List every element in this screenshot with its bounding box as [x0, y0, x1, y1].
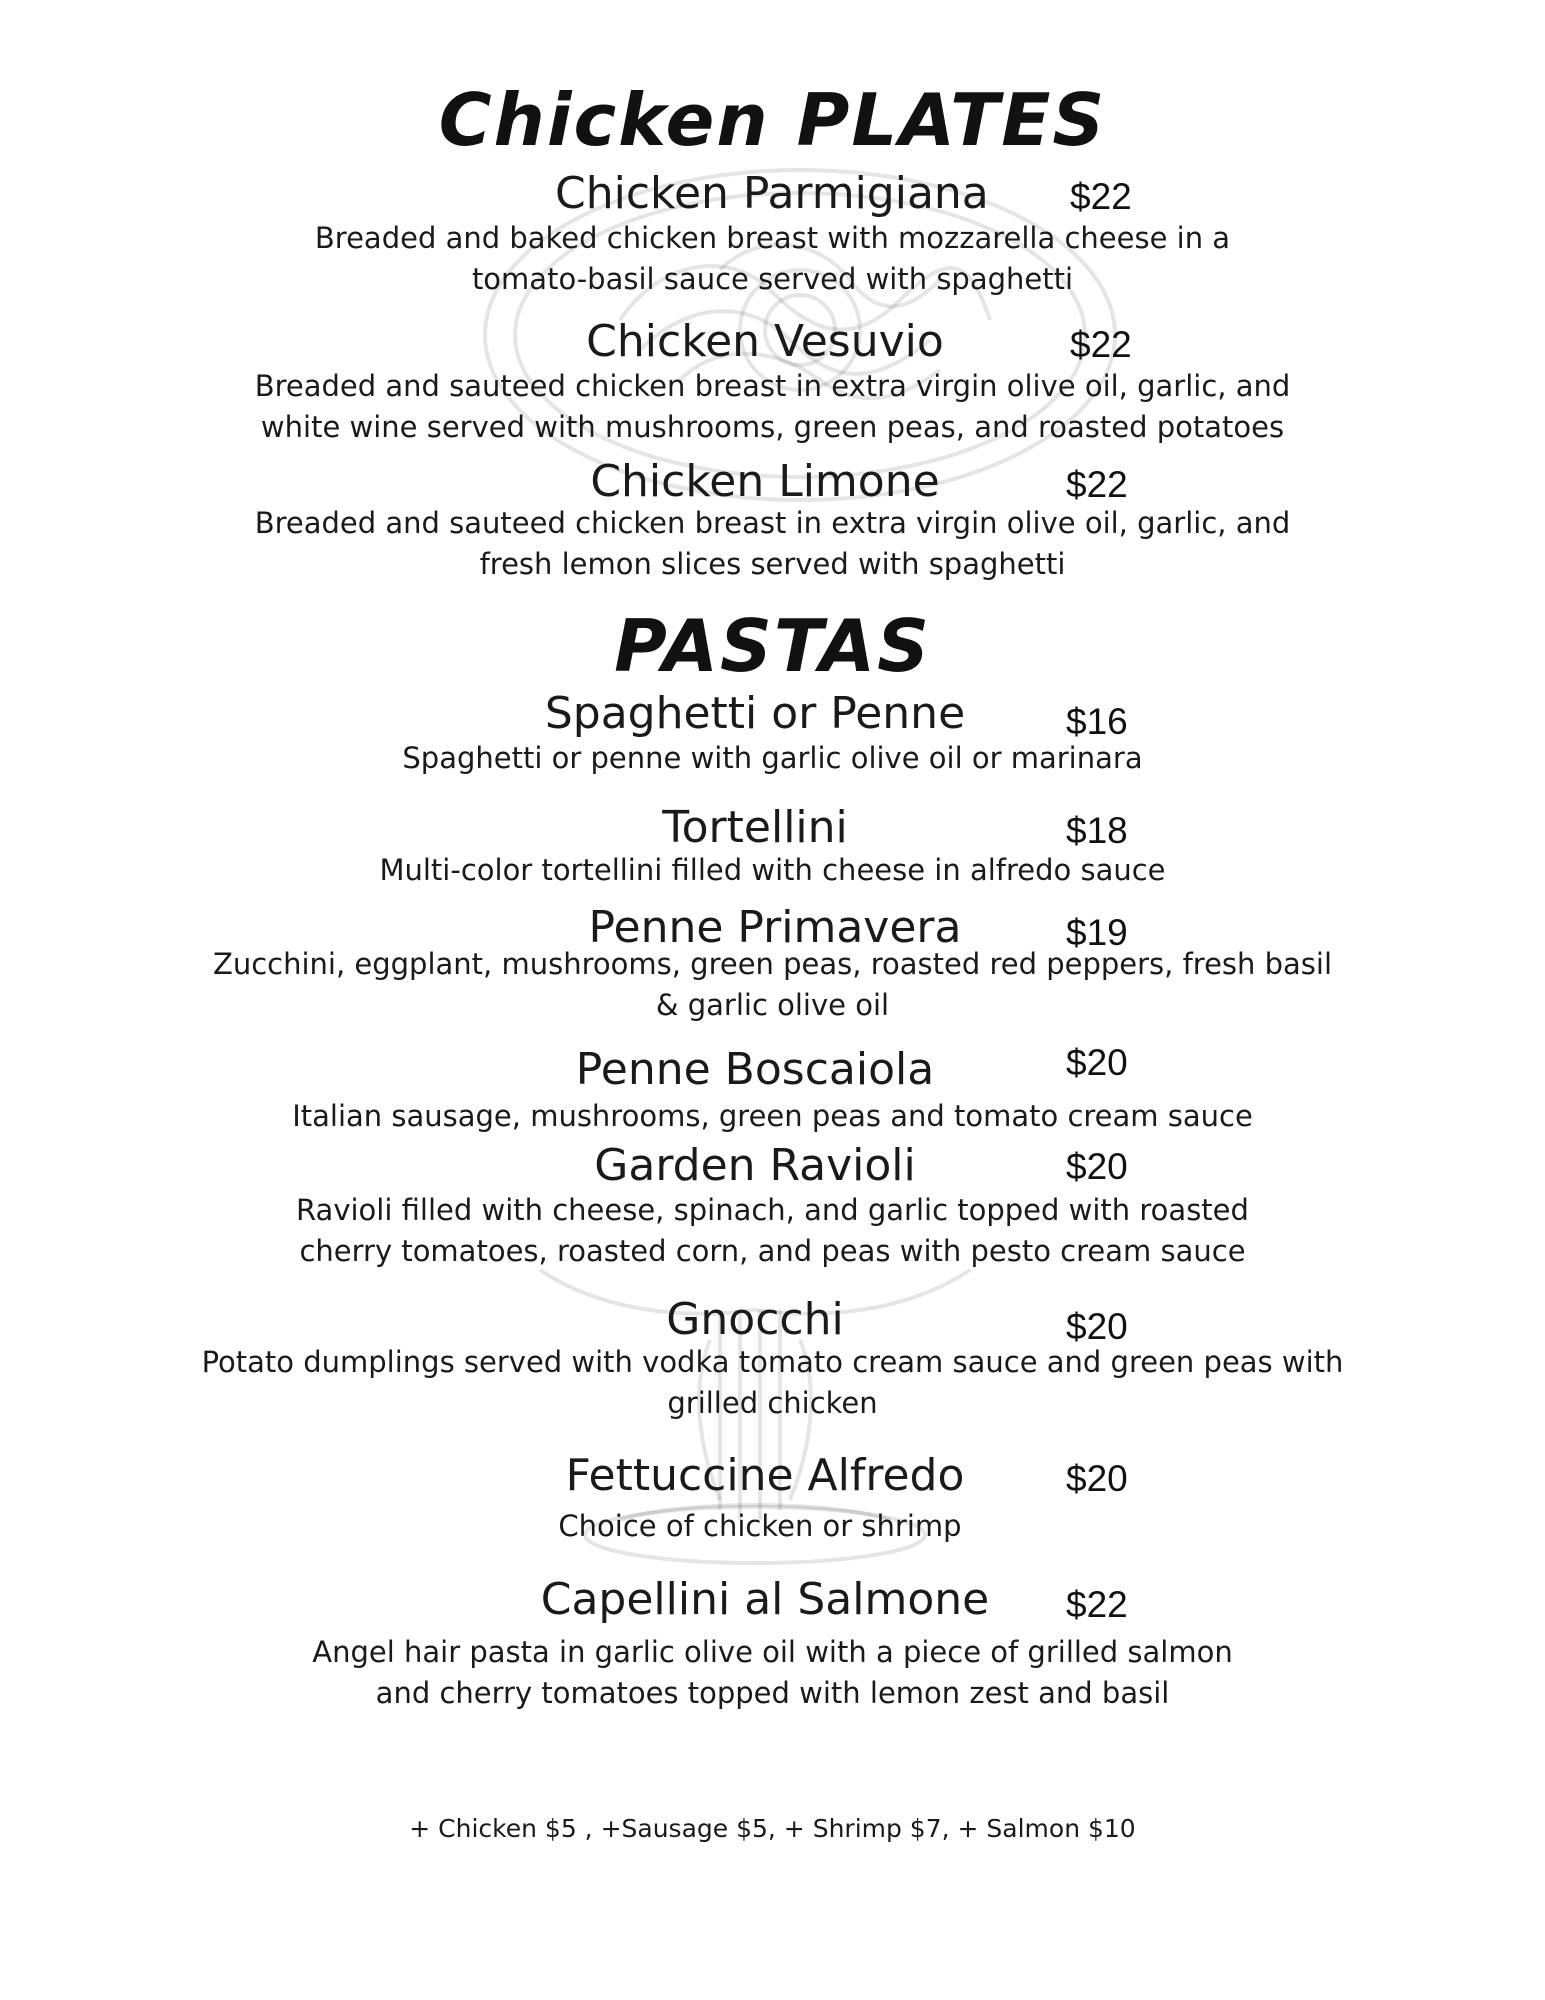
item-description-garden-ravioli: Ravioli filled with cheese, spinach, and garlic topped with roasted cherry tomatoes, roasted corn, and peas with pesto cream sauce — [296, 1193, 1249, 1268]
item-price-penne-primavera: $19 — [1066, 912, 1128, 953]
item-price-chicken-vesuvio: $22 — [1070, 324, 1132, 365]
item-price-spaghetti-or-penne: $16 — [1066, 701, 1128, 742]
item-description-spaghetti-or-penne: Spaghetti or penne with garlic olive oil or marinara — [402, 741, 1143, 775]
item-description-chicken-parmigiana: Breaded and baked chicken breast with mozzarella cheese in a tomato-basil sauce served with spaghetti — [314, 221, 1231, 296]
item-description-fettuccine-alfredo: Choice of chicken or shrimp — [558, 1509, 962, 1543]
item-description-gnocchi: Potato dumplings served with vodka tomato cream sauce and green peas with grilled chicken — [201, 1345, 1344, 1420]
item-name-gnocchi: Gnocchi — [666, 1294, 844, 1345]
item-name-tortellini: Tortellini — [662, 802, 848, 853]
item-name-chicken-vesuvio: Chicken Vesuvio — [586, 316, 944, 367]
item-description-penne-primavera: Zucchini, eggplant, mushrooms, green peas, roasted red peppers, fresh basil & garlic olive oil — [212, 947, 1333, 1022]
item-price-garden-ravioli: $20 — [1066, 1146, 1128, 1187]
item-price-penne-boscaiola: $20 — [1066, 1042, 1128, 1083]
item-name-garden-ravioli: Garden Ravioli — [594, 1140, 916, 1191]
item-name-chicken-limone: Chicken Limone — [590, 456, 940, 507]
item-name-penne-boscaiola: Penne Boscaiola — [575, 1044, 935, 1095]
item-price-chicken-parmigiana: $22 — [1070, 176, 1132, 217]
item-price-gnocchi: $20 — [1066, 1306, 1128, 1347]
item-price-capellini-al-salmone: $22 — [1066, 1584, 1128, 1625]
item-description-chicken-limone: Breaded and sauteed chicken breast in extra virgin olive oil, garlic, and fresh lemon slices served with spaghetti — [254, 506, 1291, 581]
item-name-spaghetti-or-penne: Spaghetti or Penne — [544, 688, 966, 739]
item-description-chicken-vesuvio: Breaded and sauteed chicken breast in extra virgin olive oil, garlic, and white wine served with mushrooms, green peas, and roasted potatoes — [254, 369, 1291, 444]
item-name-penne-primavera: Penne Primavera — [588, 902, 962, 953]
item-description-tortellini: Multi-color tortellini filled with cheese in alfredo sauce — [379, 853, 1166, 887]
item-price-tortellini: $18 — [1066, 810, 1128, 851]
item-name-chicken-parmigiana: Chicken Parmigiana — [555, 168, 989, 219]
item-price-fettuccine-alfredo: $20 — [1066, 1458, 1128, 1499]
item-price-chicken-limone: $22 — [1066, 464, 1128, 505]
item-name-capellini-al-salmone: Capellini al Salmone — [540, 1574, 990, 1625]
item-name-fettuccine-alfredo: Fettuccine Alfredo — [565, 1450, 965, 1501]
add-ons-note: + Chicken $5 , +Sausage $5, + Shrimp $7, + Salmon $10 — [409, 1814, 1136, 1843]
section-title-pastas: PASTAS — [614, 604, 931, 688]
item-description-capellini-al-salmone: Angel hair pasta in garlic olive oil with a piece of grilled salmon and cherry tomatoes topped with lemon zest and basil — [312, 1635, 1233, 1710]
item-description-penne-boscaiola: Italian sausage, mushrooms, green peas and tomato cream sauce — [292, 1099, 1253, 1133]
section-title-chicken-plates: Chicken PLATES — [438, 78, 1107, 162]
